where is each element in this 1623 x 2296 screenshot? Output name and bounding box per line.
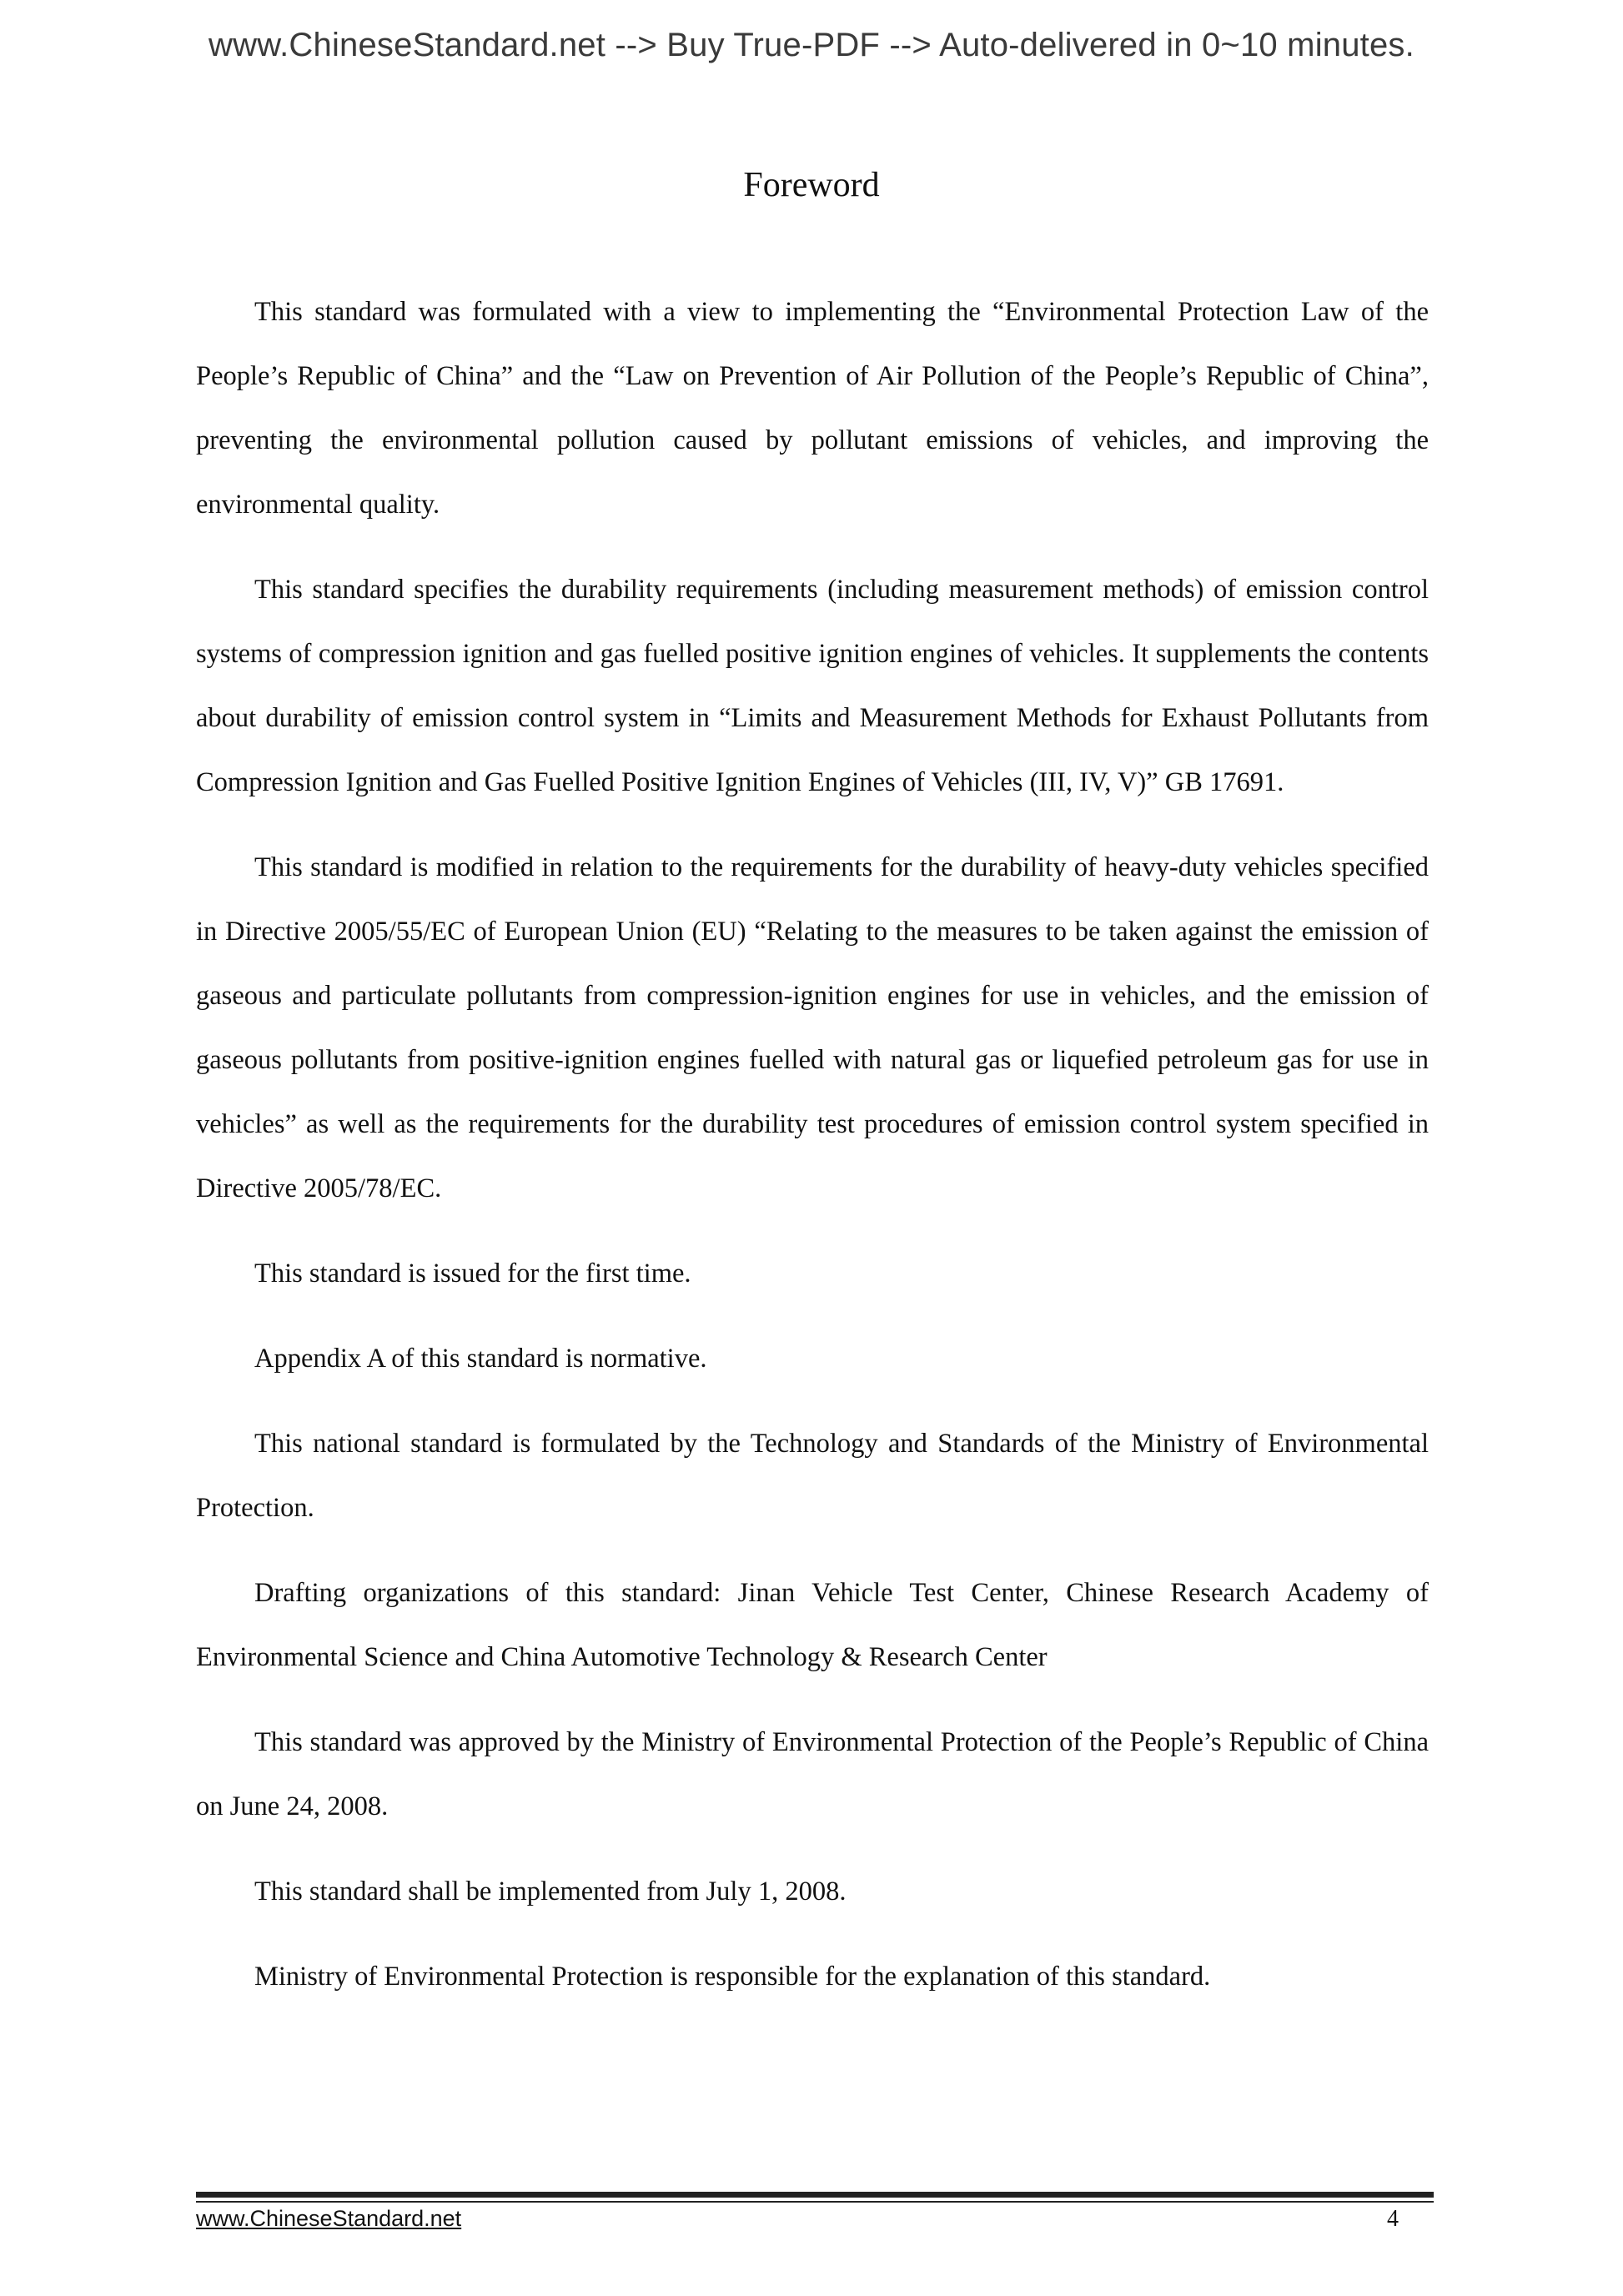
footer-website-link[interactable]: www.ChineseStandard.net [196,2206,462,2231]
header-banner: www.ChineseStandard.net --> Buy True-PDF --> Auto-delivered in 0~10 minutes. [209,27,1414,63]
document-body [196,280,1429,2030]
paragraph: This standard was formulated with a view to implementing the “Environmental Protection Law of the People’s Republic of China” and the “Law on Prevention of Air Pollution of the People’s Republic of China”, preventing the environmental pollution caused by pollutant emissions of vehicles, and improving the environmental quality. [196,297,1429,520]
paragraph: This standard shall be implemented from July 1, 2008. [254,1876,847,1907]
paragraph: This standard was approved by the Ministry of Environmental Protection of the People’s Republic of China on June 24, 2008. [196,1727,1429,1821]
paragraph: Appendix A of this standard is normative. [254,1344,707,1374]
footer-divider-thin [196,2201,1434,2203]
footer-divider [196,2192,1434,2198]
paragraph: Ministry of Environmental Protection is responsible for the explanation of this standard. [254,1962,1211,1992]
page-title: Foreword [743,166,880,204]
paragraph: This standard is issued for the first time. [254,1259,691,1289]
paragraph: This standard specifies the durability requirements (including measurement methods) of emission control systems of compression ignition and gas fuelled positive ignition engines of vehicles. It supplements the contents about durability of emission control system in “Limits and Measurement Methods for Exhaust Pollutants from Compression Ignition and Gas Fuelled Positive Ignition Engines of Vehicles (III, IV, V)” GB 17691. [196,575,1429,797]
paragraph: This national standard is formulated by the Technology and Standards of the Ministry of Environmental Protection. [196,1429,1429,1523]
paragraph: This standard is modified in relation to the requirements for the durability of heavy-duty vehicles specified in Directive 2005/55/EC of European Union (EU) “Relating to the measures to be taken against the emission of gaseous and particulate pollutants from compression-ignition engines for use in vehicles, and the emission of gaseous pollutants from positive-ignition engines fuelled with natural gas or liquefied petroleum gas for use in vehicles” as well as the requirements for the durability test procedures of emission control system specified in Directive 2005/78/EC. [196,852,1429,1203]
paragraph: Drafting organizations of this standard: Jinan Vehicle Test Center, Chinese Research Academy of Environmental Science and China Automotive Technology & Research Center [196,1578,1429,1672]
page-number: 4 [1387,2206,1399,2232]
